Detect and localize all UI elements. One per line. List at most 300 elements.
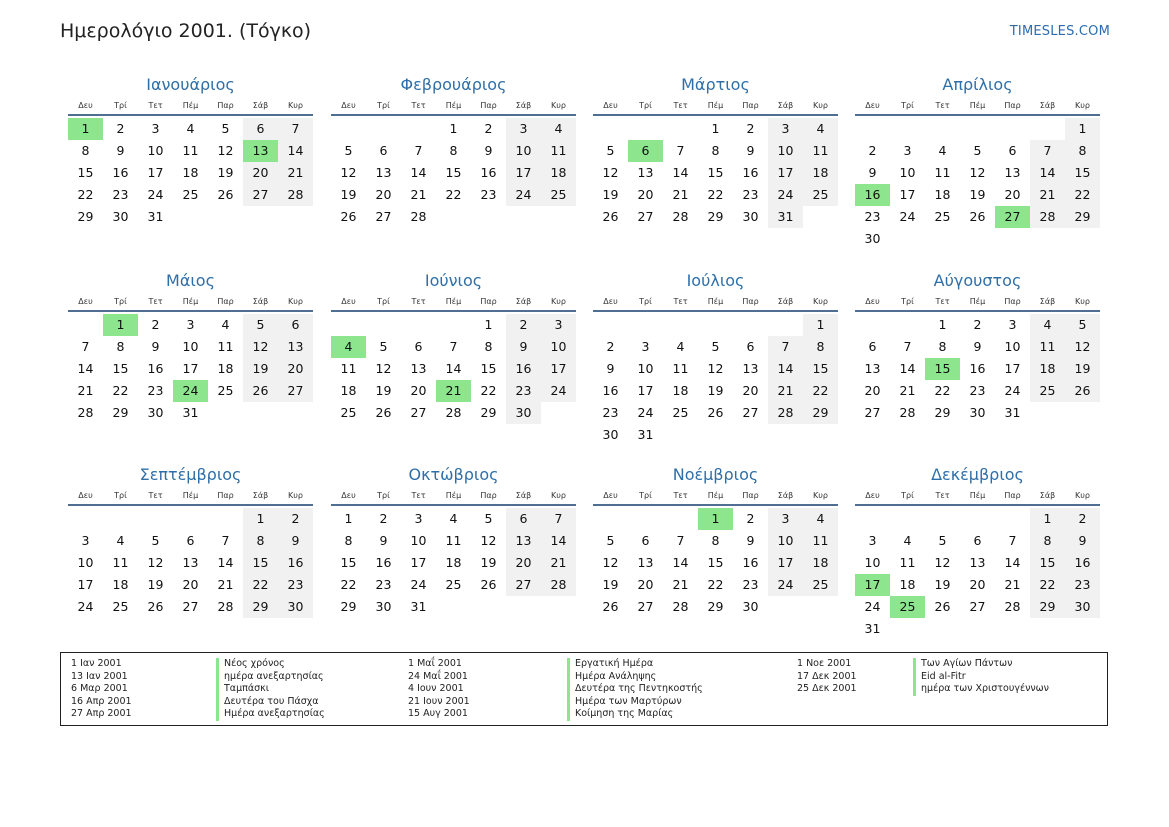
day-cell: 29 — [340, 599, 357, 614]
day-cell: 15 — [77, 165, 94, 180]
day-cell: 30 — [742, 599, 759, 614]
month-4 — [855, 74, 1100, 250]
day-cell: 12 — [969, 165, 986, 180]
empty-cell — [628, 508, 663, 530]
day-cell: 30 — [864, 231, 881, 246]
day-cell: 7 — [541, 508, 576, 530]
day-cell: 7 — [449, 339, 458, 354]
day-cell: 16 — [278, 552, 313, 574]
legend-date: 25 Δεκ 2001 — [797, 683, 857, 694]
day-cell: 14 — [1030, 162, 1065, 184]
day-cell: 24 — [147, 187, 164, 202]
month-name: Σεπτέμβριος — [139, 465, 242, 484]
weekday-label: Πέμ — [707, 101, 724, 110]
day-cell: 19 — [602, 187, 619, 202]
day-cell: 21 — [672, 577, 689, 592]
day-cell: 23 — [480, 187, 497, 202]
day-cell: 17 — [182, 361, 199, 376]
day-cell: 6 — [973, 533, 982, 548]
day-cell: 18 — [899, 577, 916, 592]
holiday-day-cell: 27 — [995, 206, 1030, 228]
weekday-label: Σάβ — [1039, 101, 1056, 110]
day-cell: 25 — [217, 383, 234, 398]
holiday-day-cell: 15 — [925, 358, 960, 380]
legend-date: 1 Νοε 2001 — [797, 658, 852, 669]
day-cell: 17 — [506, 162, 541, 184]
weekday-label: Τετ — [673, 297, 688, 306]
empty-cell — [138, 508, 173, 530]
day-cell: 2 — [606, 339, 615, 354]
day-cell: 20 — [637, 577, 654, 592]
weekday-label: Δευ — [603, 297, 618, 306]
day-cell: 9 — [151, 339, 160, 354]
day-cell: 14 — [672, 555, 689, 570]
weekday-label: Δευ — [341, 297, 356, 306]
day-cell: 20 — [375, 187, 392, 202]
day-cell: 2 — [746, 121, 755, 136]
day-cell: 22 — [77, 187, 94, 202]
day-cell: 4 — [1030, 314, 1065, 336]
legend-holiday-name: Ημέρα Ανάληψης — [567, 671, 703, 684]
day-cell: 4 — [803, 508, 838, 530]
day-cell: 22 — [1065, 184, 1100, 206]
day-cell: 15 — [707, 165, 724, 180]
day-cell: 3 — [541, 314, 576, 336]
day-cell: 7 — [768, 336, 803, 358]
day-cell: 1 — [484, 317, 493, 332]
day-cell: 12 — [1065, 336, 1100, 358]
day-cell: 14 — [768, 358, 803, 380]
day-cell: 4 — [541, 118, 576, 140]
day-cell: 16 — [375, 555, 392, 570]
weekday-label: Τρί — [639, 101, 652, 110]
day-cell: 15 — [480, 361, 497, 376]
day-cell: 19 — [217, 165, 234, 180]
day-cell: 4 — [449, 511, 458, 526]
empty-cell — [890, 508, 925, 530]
day-cell: 17 — [77, 577, 94, 592]
day-cell: 15 — [1065, 162, 1100, 184]
day-cell: 25 — [340, 405, 357, 420]
day-cell: 12 — [147, 555, 164, 570]
day-cell: 8 — [116, 339, 125, 354]
month-name: Οκτώβριος — [408, 465, 499, 484]
empty-cell — [331, 118, 366, 140]
empty-cell — [331, 314, 366, 336]
day-cell: 10 — [182, 339, 199, 354]
day-cell: 5 — [1065, 314, 1100, 336]
day-cell: 5 — [711, 339, 720, 354]
weekday-label: Δευ — [78, 491, 93, 500]
day-cell: 18 — [803, 162, 838, 184]
day-cell: 21 — [1004, 577, 1021, 592]
day-cell: 25 — [112, 599, 129, 614]
day-cell: 28 — [445, 405, 462, 420]
day-cell: 9 — [506, 336, 541, 358]
day-cell: 25 — [672, 405, 689, 420]
day-cell: 26 — [602, 599, 619, 614]
legend-date: 27 Απρ 2001 — [71, 708, 132, 719]
day-cell: 2 — [973, 317, 982, 332]
weekday-label: Πέμ — [182, 101, 199, 110]
day-cell: 27 — [637, 209, 654, 224]
day-cell: 29 — [934, 405, 951, 420]
day-cell: 18 — [217, 361, 234, 376]
legend-date: 24 Μαΐ 2001 — [408, 670, 468, 682]
empty-cell — [663, 508, 698, 530]
legend-names-column — [216, 658, 325, 721]
weekday-label: Σάβ — [515, 101, 532, 110]
weekday-label: Κυρ — [813, 297, 828, 306]
day-cell: 24 — [77, 599, 94, 614]
weekday-header — [855, 490, 1100, 506]
day-cell: 31 — [182, 405, 199, 420]
day-cell: 6 — [1008, 143, 1017, 158]
legend-holiday-name: ημέρα ανεξαρτησίας — [216, 671, 325, 684]
empty-cell — [628, 118, 663, 140]
empty-cell — [208, 508, 243, 530]
weekday-header — [331, 296, 576, 312]
day-cell: 4 — [903, 533, 912, 548]
day-cell: 18 — [445, 555, 462, 570]
weekday-label: Παρ — [742, 491, 759, 500]
month-name: Ιούλιος — [686, 271, 745, 290]
empty-cell — [925, 118, 960, 140]
weekday-header — [68, 296, 313, 312]
day-cell: 4 — [676, 339, 685, 354]
day-cell: 15 — [340, 555, 357, 570]
day-cell: 22 — [480, 383, 497, 398]
day-cell: 21 — [899, 383, 916, 398]
day-cell: 12 — [480, 533, 497, 548]
day-cell: 29 — [480, 405, 497, 420]
day-cell: 12 — [217, 143, 234, 158]
day-cell: 11 — [934, 165, 951, 180]
weekday-label: Πέμ — [445, 101, 462, 110]
day-cell: 8 — [803, 336, 838, 358]
day-cell: 2 — [868, 143, 877, 158]
weekday-label: Κυρ — [288, 491, 303, 500]
empty-cell — [855, 508, 890, 530]
day-cell: 9 — [278, 530, 313, 552]
weekday-label: Τετ — [411, 491, 426, 500]
day-cell: 28 — [768, 402, 803, 424]
day-cell: 24 — [864, 599, 881, 614]
day-cell: 14 — [672, 165, 689, 180]
empty-cell — [401, 314, 436, 336]
day-cell: 27 — [243, 184, 278, 206]
day-cell: 1 — [344, 511, 353, 526]
weekday-header — [593, 490, 838, 506]
day-cell: 8 — [484, 339, 493, 354]
day-cell: 30 — [602, 427, 619, 442]
legend-date: 17 Δεκ 2001 — [797, 670, 857, 682]
day-cell: 10 — [637, 361, 654, 376]
day-cell: 25 — [445, 577, 462, 592]
day-cell: 21 — [672, 187, 689, 202]
day-cell: 5 — [938, 533, 947, 548]
day-cell: 30 — [506, 402, 541, 424]
day-cell: 7 — [903, 339, 912, 354]
weekday-label: Δευ — [78, 101, 93, 110]
day-cell: 25 — [803, 184, 838, 206]
month-name: Φεβρουάριος — [400, 75, 507, 94]
weekday-label: Κυρ — [288, 101, 303, 110]
day-cell: 30 — [375, 599, 392, 614]
day-cell: 14 — [410, 165, 427, 180]
day-cell: 5 — [151, 533, 160, 548]
day-grid — [593, 508, 838, 618]
day-cell: 17 — [768, 552, 803, 574]
day-cell: 29 — [1065, 206, 1100, 228]
weekday-header — [593, 296, 838, 312]
day-cell: 27 — [742, 405, 759, 420]
weekday-label: Τετ — [411, 101, 426, 110]
month-name: Μάρτιος — [681, 75, 750, 94]
empty-cell — [628, 314, 663, 336]
day-cell: 3 — [186, 317, 195, 332]
day-cell: 6 — [243, 118, 278, 140]
day-cell: 2 — [484, 121, 493, 136]
day-cell: 8 — [344, 533, 353, 548]
weekday-label: Κυρ — [1075, 101, 1090, 110]
day-cell: 9 — [868, 165, 877, 180]
day-cell: 9 — [973, 339, 982, 354]
day-cell: 26 — [969, 209, 986, 224]
day-cell: 16 — [742, 165, 759, 180]
day-cell: 4 — [803, 118, 838, 140]
day-cell: 13 — [182, 555, 199, 570]
day-cell: 2 — [379, 511, 388, 526]
day-cell: 22 — [707, 187, 724, 202]
day-cell: 13 — [864, 361, 881, 376]
day-cell: 13 — [637, 555, 654, 570]
day-cell: 6 — [186, 533, 195, 548]
empty-cell — [593, 314, 628, 336]
weekday-label: Κυρ — [551, 297, 566, 306]
legend-date: 1 Μαΐ 2001 — [408, 658, 462, 669]
weekday-label: Τετ — [411, 297, 426, 306]
day-cell: 10 — [768, 530, 803, 552]
day-cell: 28 — [410, 209, 427, 224]
day-cell: 22 — [112, 383, 129, 398]
weekday-label: Πέμ — [445, 297, 462, 306]
day-cell: 22 — [803, 380, 838, 402]
day-cell: 27 — [637, 599, 654, 614]
day-cell: 21 — [1030, 184, 1065, 206]
day-cell: 31 — [637, 427, 654, 442]
day-cell: 22 — [243, 574, 278, 596]
day-cell: 24 — [506, 184, 541, 206]
day-cell: 19 — [969, 187, 986, 202]
day-cell: 9 — [746, 143, 755, 158]
legend-holiday-name: Κοίμηση της Μαρίας — [567, 708, 703, 721]
legend-holiday-name: ημέρα των Χριστουγέννων — [913, 683, 1049, 696]
legend-holiday-name: Δευτέρα της Πεντηκοστής — [567, 683, 703, 696]
month-name: Μάιος — [166, 271, 215, 290]
day-cell: 5 — [484, 511, 493, 526]
day-cell: 19 — [340, 187, 357, 202]
weekday-label: Κυρ — [813, 101, 828, 110]
day-cell: 25 — [541, 184, 576, 206]
empty-cell — [960, 508, 995, 530]
day-cell: 11 — [445, 533, 462, 548]
day-cell: 23 — [506, 380, 541, 402]
holiday-day-cell: 4 — [331, 336, 366, 358]
legend-holiday-name: Eid al-Fitr — [913, 671, 1049, 684]
day-cell: 28 — [541, 574, 576, 596]
day-cell: 9 — [1065, 530, 1100, 552]
weekday-label: Σάβ — [1039, 491, 1056, 500]
day-cell: 10 — [506, 140, 541, 162]
day-cell: 11 — [899, 555, 916, 570]
legend-date: 4 Ιουν 2001 — [408, 683, 464, 694]
weekday-label: Τρί — [114, 101, 127, 110]
weekday-label: Κυρ — [551, 491, 566, 500]
day-grid — [68, 118, 313, 228]
day-cell: 11 — [541, 140, 576, 162]
weekday-label: Παρ — [217, 101, 234, 110]
weekday-label: Τετ — [148, 101, 163, 110]
day-cell: 30 — [147, 405, 164, 420]
weekday-label: Τρί — [377, 101, 390, 110]
day-cell: 21 — [77, 383, 94, 398]
day-cell: 16 — [1065, 552, 1100, 574]
legend-date: 13 Ιαν 2001 — [71, 670, 128, 682]
weekday-label: Παρ — [1004, 297, 1021, 306]
weekday-label: Πέμ — [707, 491, 724, 500]
day-cell: 20 — [243, 162, 278, 184]
day-cell: 13 — [637, 165, 654, 180]
empty-cell — [103, 508, 138, 530]
brand-link[interactable]: TIMESLES.COM — [1009, 24, 1110, 39]
day-cell: 9 — [379, 533, 388, 548]
day-cell: 29 — [243, 596, 278, 618]
day-cell: 12 — [602, 555, 619, 570]
day-cell: 19 — [375, 383, 392, 398]
day-cell: 2 — [746, 511, 755, 526]
empty-cell — [698, 314, 733, 336]
day-cell: 26 — [480, 577, 497, 592]
day-cell: 7 — [221, 533, 230, 548]
empty-cell — [663, 118, 698, 140]
legend-names-column — [913, 658, 1049, 696]
day-cell: 19 — [243, 358, 278, 380]
day-cell: 1 — [243, 508, 278, 530]
day-cell: 29 — [707, 209, 724, 224]
day-grid — [593, 314, 838, 446]
weekday-label: Σάβ — [515, 491, 532, 500]
day-cell: 17 — [899, 187, 916, 202]
day-cell: 24 — [1004, 383, 1021, 398]
day-cell: 20 — [864, 383, 881, 398]
day-cell: 18 — [1030, 358, 1065, 380]
day-cell: 23 — [147, 383, 164, 398]
weekday-label: Πέμ — [969, 491, 986, 500]
day-cell: 23 — [742, 187, 759, 202]
day-cell: 27 — [375, 209, 392, 224]
month-name: Αύγουστος — [933, 271, 1022, 290]
day-cell: 12 — [340, 165, 357, 180]
day-cell: 19 — [480, 555, 497, 570]
day-cell: 23 — [742, 577, 759, 592]
day-cell: 14 — [899, 361, 916, 376]
day-cell: 17 — [1004, 361, 1021, 376]
day-cell: 27 — [506, 574, 541, 596]
empty-cell — [733, 314, 768, 336]
empty-cell — [995, 508, 1030, 530]
day-cell: 26 — [147, 599, 164, 614]
day-cell: 22 — [934, 383, 951, 398]
day-cell: 16 — [742, 555, 759, 570]
weekday-label: Σάβ — [1039, 297, 1056, 306]
weekday-label: Σάβ — [777, 101, 794, 110]
holiday-day-cell: 1 — [68, 118, 103, 140]
month-11 — [593, 464, 838, 618]
weekday-label: Παρ — [1004, 491, 1021, 500]
day-cell: 2 — [151, 317, 160, 332]
day-cell: 27 — [864, 405, 881, 420]
day-cell: 11 — [803, 140, 838, 162]
weekday-label: Πέμ — [182, 297, 199, 306]
day-cell: 11 — [182, 143, 199, 158]
weekday-label: Παρ — [742, 297, 759, 306]
day-cell: 18 — [803, 552, 838, 574]
day-cell: 14 — [217, 555, 234, 570]
weekday-label: Πέμ — [969, 297, 986, 306]
empty-cell — [366, 118, 401, 140]
day-cell: 20 — [742, 383, 759, 398]
empty-cell — [68, 314, 103, 336]
day-cell: 3 — [768, 508, 803, 530]
day-cell: 8 — [938, 339, 947, 354]
day-cell: 20 — [278, 358, 313, 380]
day-cell: 16 — [506, 358, 541, 380]
empty-cell — [593, 508, 628, 530]
empty-cell — [855, 118, 890, 140]
day-cell: 20 — [969, 577, 986, 592]
day-grid — [855, 118, 1100, 250]
weekday-label: Σάβ — [252, 101, 269, 110]
weekday-label: Τρί — [639, 491, 652, 500]
day-cell: 12 — [375, 361, 392, 376]
weekday-label: Τετ — [673, 491, 688, 500]
day-cell: 22 — [445, 187, 462, 202]
day-cell: 1 — [1030, 508, 1065, 530]
weekday-label: Παρ — [480, 297, 497, 306]
day-grid — [855, 508, 1100, 640]
day-cell: 2 — [1065, 508, 1100, 530]
day-cell: 17 — [637, 383, 654, 398]
day-cell: 1 — [1065, 118, 1100, 140]
weekday-label: Δευ — [865, 491, 880, 500]
day-cell: 31 — [864, 621, 881, 636]
weekday-label: Παρ — [480, 101, 497, 110]
weekday-header — [331, 100, 576, 116]
day-cell: 3 — [641, 339, 650, 354]
day-cell: 16 — [112, 165, 129, 180]
day-cell: 13 — [742, 361, 759, 376]
day-cell: 3 — [868, 533, 877, 548]
day-cell: 28 — [217, 599, 234, 614]
weekday-label: Παρ — [742, 101, 759, 110]
day-cell: 15 — [707, 555, 724, 570]
empty-cell — [995, 118, 1030, 140]
day-cell: 3 — [903, 143, 912, 158]
weekday-label: Κυρ — [1075, 491, 1090, 500]
empty-cell — [366, 314, 401, 336]
day-cell: 18 — [934, 187, 951, 202]
